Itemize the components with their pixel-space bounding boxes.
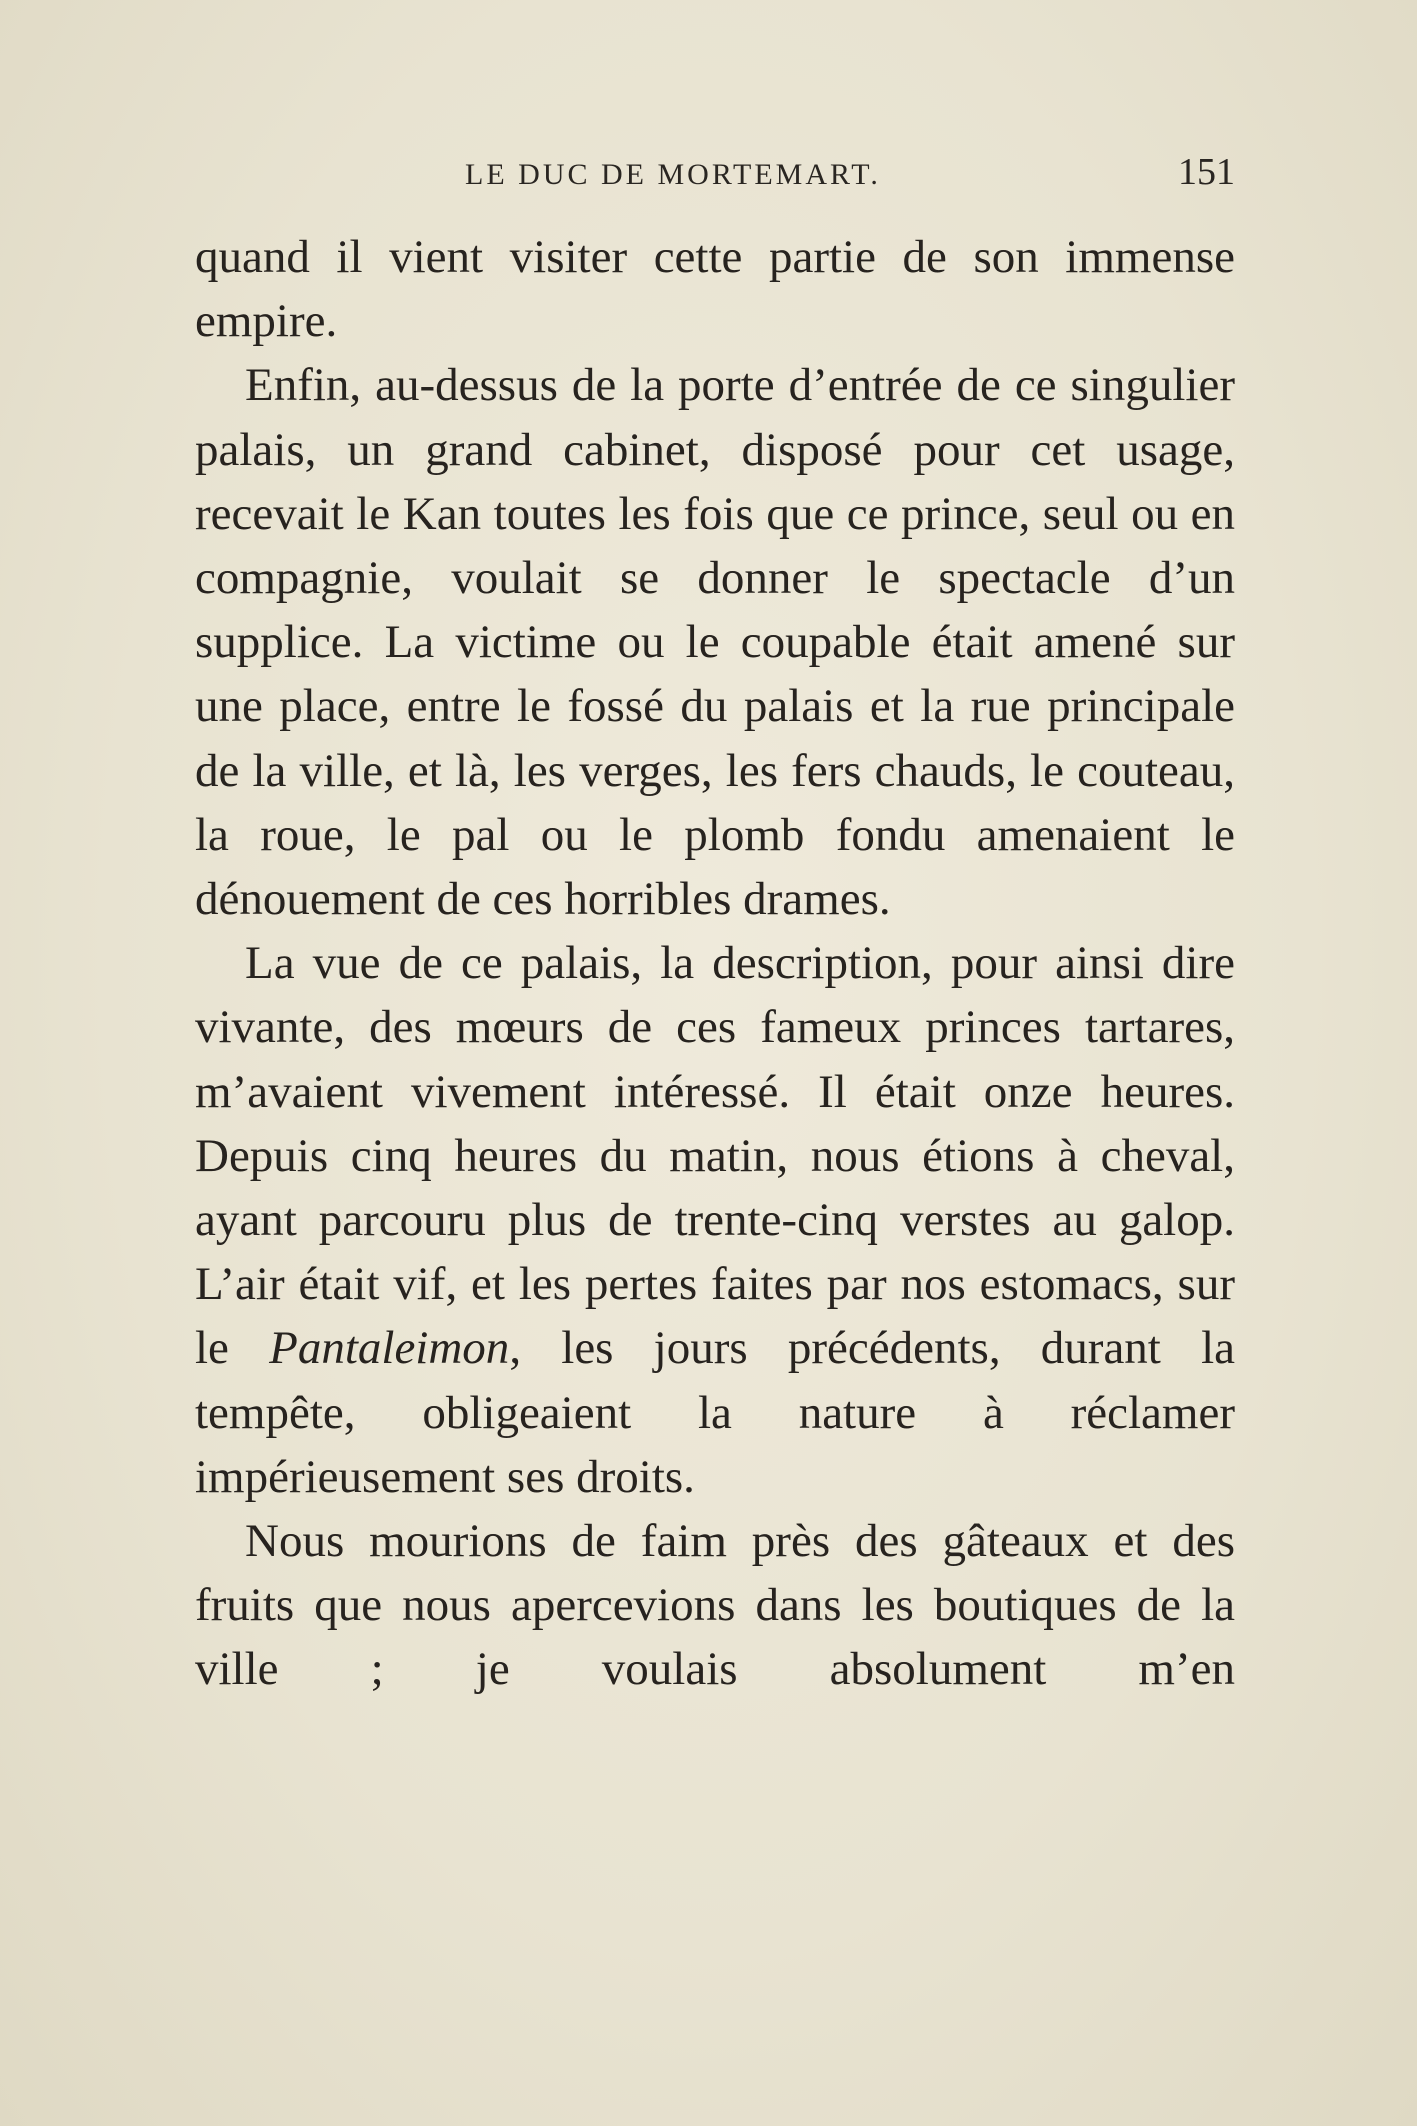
paragraph-1: quand il vient visiter cette partie de son immense empire. bbox=[195, 231, 1235, 348]
page-number: 151 bbox=[1178, 151, 1235, 193]
paragraph-3 bbox=[195, 931, 1235, 1509]
running-head: LE DUC DE MORTEMART. bbox=[465, 158, 881, 191]
page-header bbox=[195, 150, 1235, 210]
ship-name-italic: Pantaleimon bbox=[269, 1322, 510, 1375]
paragraph-2: Enfin, au-dessus de la porte d’entrée de ce singulier palais, un grand cabinet, disposé pour cet usage, recevait le Kan toutes les fois que ce prince, seul ou en compagnie, voulait se donner le spectacle d’un supplice. La victime ou le coupable était amené sur une place, entre le fossé du palais et la rue principale de la ville, et là, les verges, les fers chauds, le couteau, la roue, le pal ou le plomb fondu amenaient le dénouement de ces horribles drames. bbox=[195, 359, 1235, 926]
paragraph-4: Nous mourions de faim près des gâteaux et des fruits que nous apercevions dans les boutiques de la ville ; je voulais absolument m’en bbox=[195, 1515, 1235, 1696]
paragraph-3-text-b: , les jours précédents, durant la tempête, obligeaient la nature à réclamer impérieusement ses droits. bbox=[195, 1322, 1235, 1503]
body-text bbox=[195, 225, 1235, 1702]
paragraph-3-text-a: La vue de ce palais, la description, pour ainsi dire vivante, des mœurs de ces fameux princes tartares, m’avaient vivement intéressé. Il était onze heures. Depuis cinq heures du matin, nous étions à cheval, ayant parcouru plus de trente-cinq verstes au galop. L’air était vif, et les pertes faites par nos estomacs, sur le bbox=[195, 937, 1235, 1375]
